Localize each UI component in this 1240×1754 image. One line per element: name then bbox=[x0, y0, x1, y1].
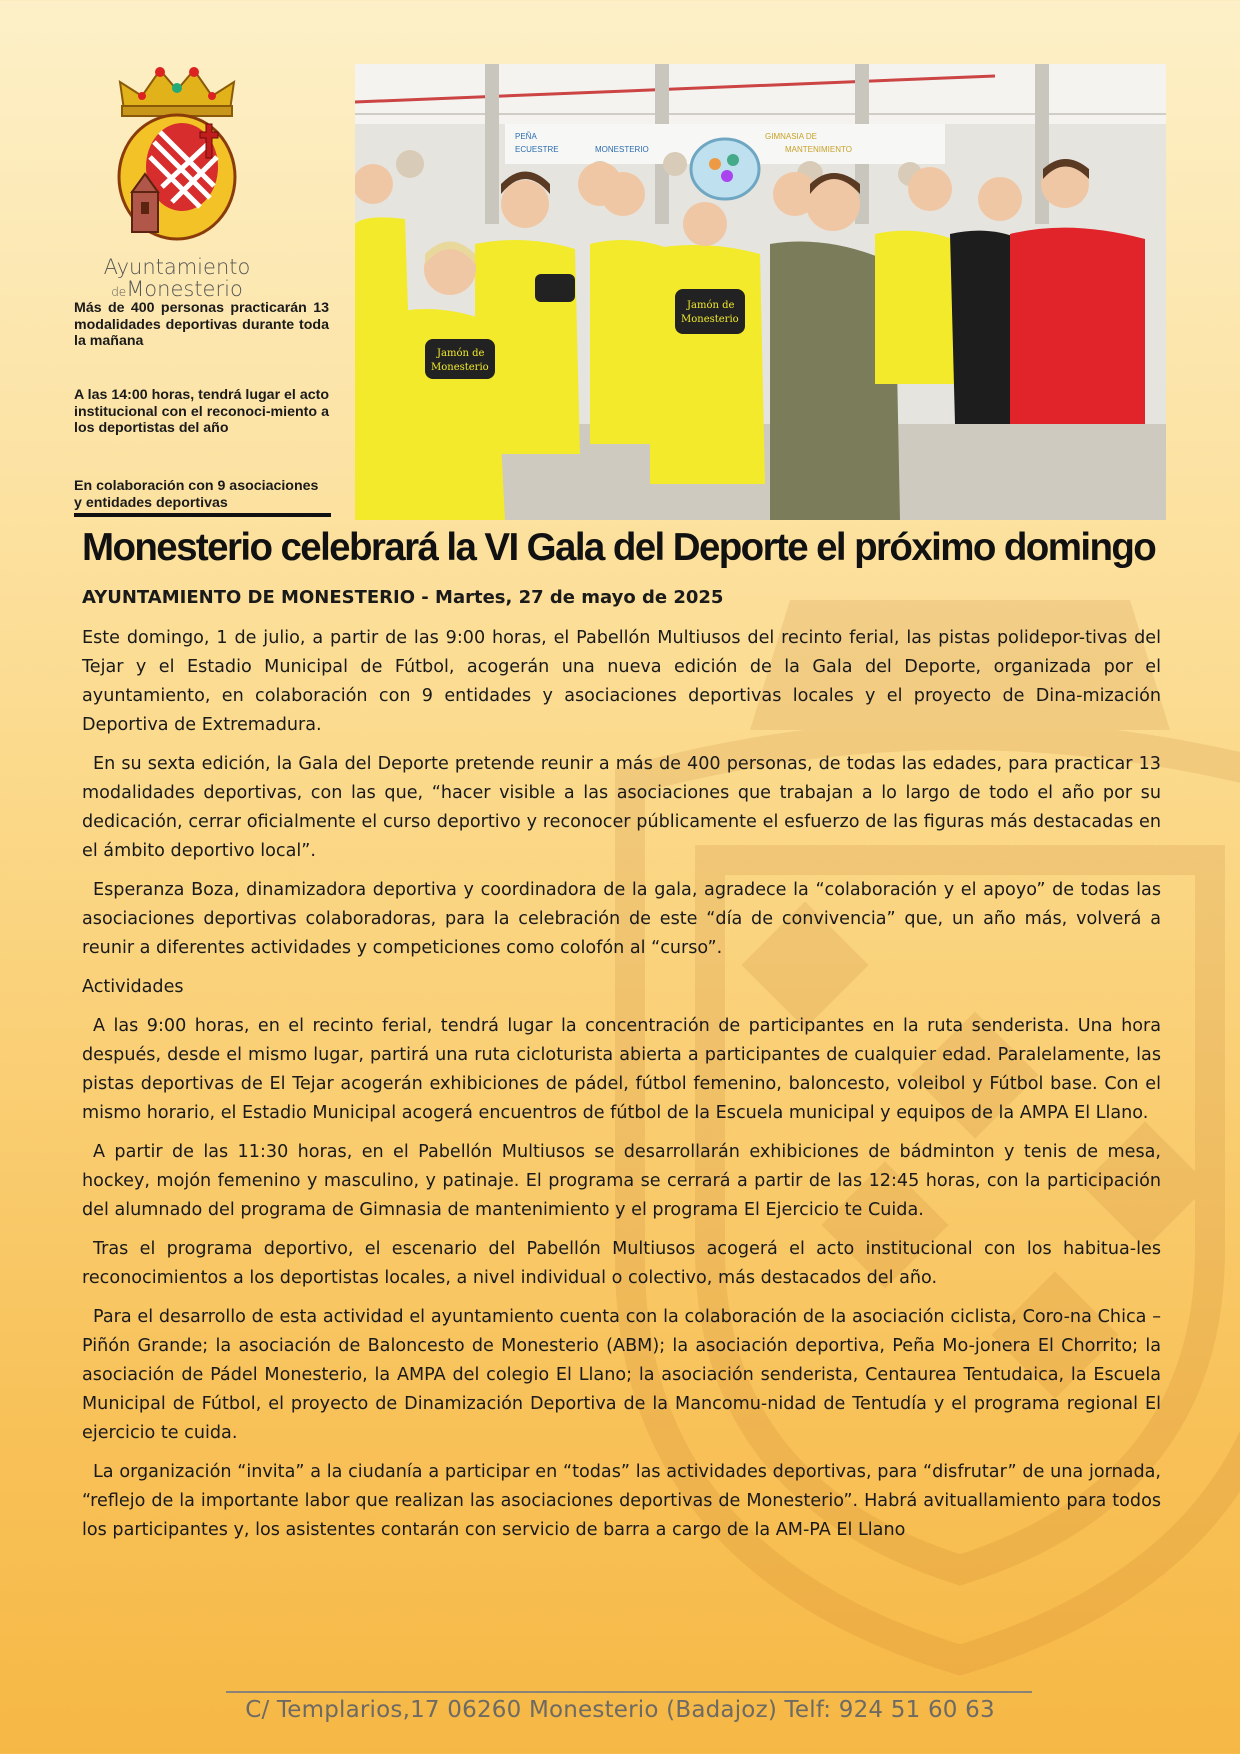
article-paragraph: Esperanza Boza, dinamizadora deportiva y coordinadora de la gala, agradece la “colaboración y el apoyo” de todas las asociaciones deportivas colaboradoras, para la celebración de este “día de convivencia” que, un año más, volverá a reunir a diferentes actividades y competiciones como colofón al “curso”. bbox=[82, 880, 1161, 958]
article-paragraph: La organización “invita” a la ciudanía a participar en “todas” las actividades deportivas, para “disfrutar” de una jornada, “reflejo de la importante labor que realizan las asociaciones deportivas de Monesterio”. Habrá avituallamiento para todos los participantes y, los asistentes contarán con servicio de barra a cargo de la AM-PA El Llano bbox=[82, 1462, 1161, 1540]
headline: Monesterio celebrará la VI Gala del Deporte el próximo domingo bbox=[82, 526, 1156, 569]
logo-line2: Monesterio bbox=[126, 277, 243, 301]
logo-prefix: de bbox=[111, 285, 127, 299]
article-paragraph: En su sexta edición, la Gala del Deporte pretende reunir a más de 400 personas, de todas las edades, para practicar 13 modalidades deportivas, con las que, “hacer visible a las asociaciones que trabajan a lo largo de todo el año por su dedicación, cerrar oficialmente el curso deportivo y reconocer públicamente el esfuerzo de las figuras más destacadas en el ámbito deportivo local”. bbox=[82, 754, 1161, 861]
side-note-1: Más de 400 personas practicarán 13 modalidades deportivas durante toda la mañana bbox=[74, 300, 329, 349]
logo-text bbox=[92, 256, 262, 303]
banner-gimnasia: GIMNASIA DE bbox=[765, 132, 818, 141]
article-paragraph: A partir de las 11:30 horas, en el Pabellón Multiusos se desarrollarán exhibiciones de bádminton y tenis de mesa, hockey, mojón femenino y masculino, y patinaje. El programa se cerrará a partir de las 12:45 horas, con la participación del alumnado del programa de Gimnasia de mantenimiento y el programa El Ejercicio te Cuida. bbox=[82, 1142, 1161, 1220]
banner-mantenimiento: MANTENIMIENTO bbox=[785, 145, 852, 154]
municipal-logo bbox=[92, 62, 262, 301]
group-photo bbox=[355, 64, 1166, 520]
shirt-text-1: Jamón de bbox=[437, 348, 485, 359]
shirt-text-4: Monesterio bbox=[681, 314, 739, 325]
logo-line1: Ayuntamiento bbox=[103, 255, 251, 279]
coat-of-arms-icon bbox=[102, 62, 252, 254]
shirt-text-2: Monesterio bbox=[431, 362, 489, 373]
banner-pena: PEÑA bbox=[515, 132, 537, 141]
photo-illustration bbox=[355, 64, 1166, 520]
side-divider bbox=[74, 513, 331, 517]
article-paragraph: Este domingo, 1 de julio, a partir de las 9:00 horas, el Pabellón Multiusos del recinto ferial, las pistas polidepor-tivas del Tejar y el Estadio Municipal de Fútbol, acogerán una nueva edición de la Gala del Deporte, organizada por el ayuntamiento, en colaboración con 9 entidades y asociaciones deportivas locales y el proyecto de Dina-mización Deportiva de Extremadura. bbox=[82, 628, 1161, 735]
side-note-3: En colaboración con 9 asociaciones y entidades deportivas bbox=[74, 478, 319, 511]
article-paragraph: Para el desarrollo de esta actividad el ayuntamiento cuenta con la colaboración de la asociación ciclista, Coro-na Chica – Piñón Grande; la asociación de Baloncesto de Monesterio (ABM); la asociación deportiva, Peña Mo-jonera El Chorrito; la asociación de Pádel Monesterio, la AMPA del colegio El Llano; la asociación senderista, Centaurea Tentudaica, la Escuela Municipal de Fútbol, el proyecto de Dinamización Deportiva de la Mancomu-nidad de Tentudía y el programa regional El ejercicio te cuida. bbox=[82, 1307, 1161, 1443]
banner-ecuestre: ECUESTRE bbox=[515, 145, 559, 154]
byline: AYUNTAMIENTO DE MONESTERIO - Martes, 27 de mayo de 2025 bbox=[82, 587, 724, 608]
shirt-text-3: Jamón de bbox=[687, 300, 735, 311]
section-heading-actividades: Actividades bbox=[82, 977, 184, 997]
article-paragraph: A las 9:00 horas, en el recinto ferial, tendrá lugar la concentración de participantes en la ruta senderista. Una hora después, desde el mismo lugar, partirá una ruta cicloturista abierta a participantes de cualquier edad. Paralelamente, las pistas deportivas de El Tejar acogerán exhibiciones de pádel, fútbol femenino, baloncesto, voleibol y Fútbol base. Con el mismo horario, el Estadio Municipal acogerá encuentros de fútbol de la Escuela municipal y equipos de la AMPA El Llano. bbox=[82, 1016, 1161, 1123]
banner-monesterio: MONESTERIO bbox=[595, 145, 649, 154]
footer-divider bbox=[226, 1691, 1032, 1693]
side-note-2: A las 14:00 horas, tendrá lugar el acto institucional con el reconoci-miento a los deportistas del año bbox=[74, 387, 329, 436]
footer-address: C/ Templarios,17 06260 Monesterio (Badajoz) Telf: 924 51 60 63 bbox=[245, 1697, 995, 1723]
article-body bbox=[82, 624, 1161, 1555]
article-paragraph: Tras el programa deportivo, el escenario del Pabellón Multiusos acogerá el acto institucional con los habitua-les reconocimientos a los deportistas locales, a nivel individual o colectivo, más destacados del año. bbox=[82, 1239, 1161, 1288]
